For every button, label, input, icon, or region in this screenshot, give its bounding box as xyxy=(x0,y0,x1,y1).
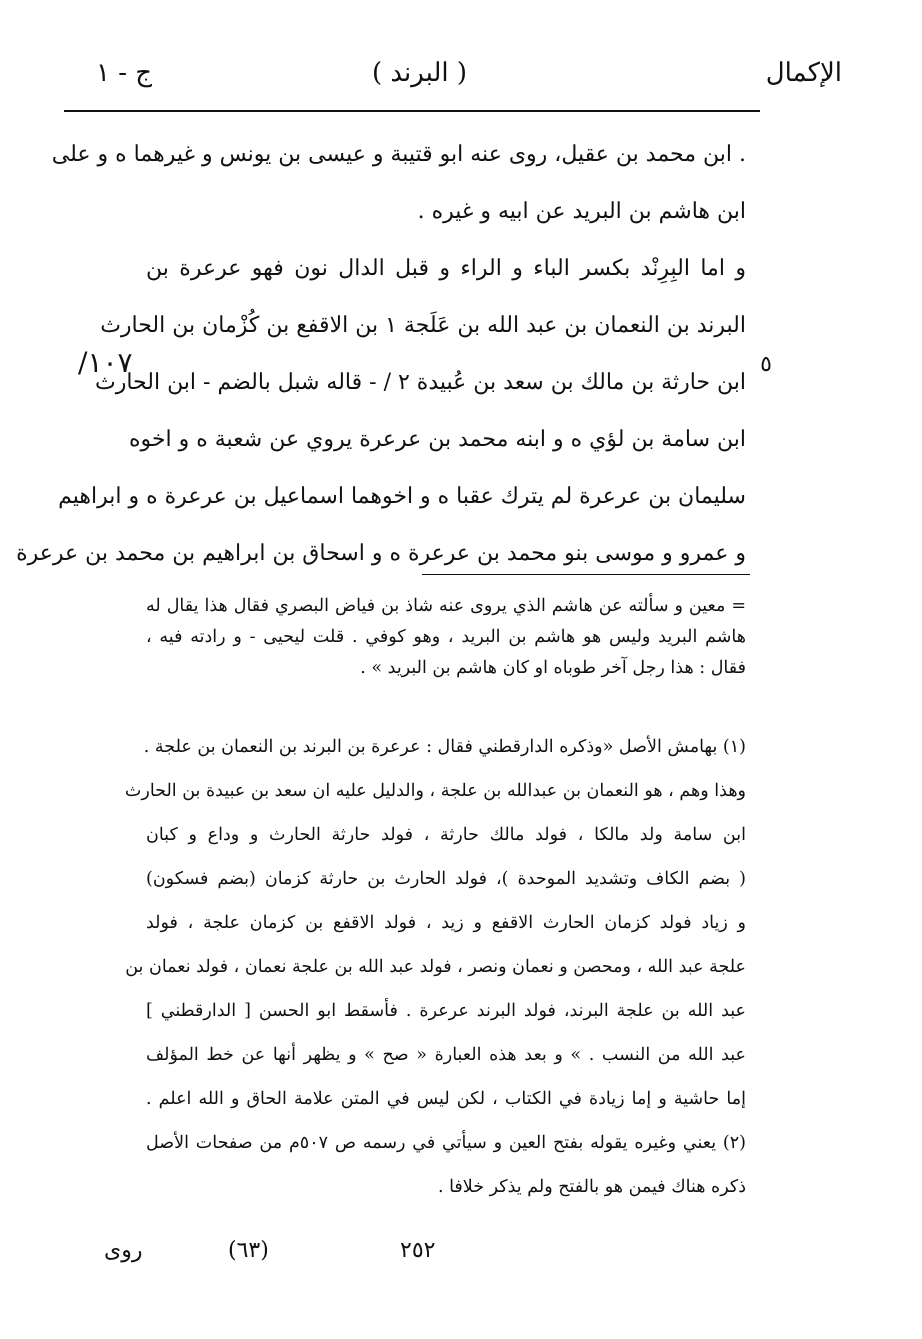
main-line: ابن هاشم بن البريد عن ابيه و غيره . xyxy=(417,199,746,224)
main-line: ابن حارثة بن مالك بن سعد بن عُبيدة ٢ / - قاله شبل بالضم - ابن الحارث xyxy=(95,370,746,395)
section-title: ( البرند ) xyxy=(372,58,468,88)
footnote-line: ( بضم الكاف وتشديد الموحدة )، فولد الحارث بن حارثة كزمان (بضم فسكون) xyxy=(146,869,746,889)
main-line: سليمان بن عرعرة لم يترك عقبا ه و اخوهما اسماعيل بن عرعرة ه و ابراهيم xyxy=(58,484,746,509)
footnotes xyxy=(124,725,746,1209)
line-number: ٥ xyxy=(760,352,772,377)
page-number: ٢٥٢ xyxy=(400,1238,436,1263)
volume-label: ج - ١ xyxy=(96,58,153,88)
footnote-line: و زياد فولد كزمان الحارث الاقفع و زيد ، فولد الاقفع بن كزمان علجة ، فولد xyxy=(146,913,746,933)
footnote-line: = معين و سألته عن هاشم الذي يروى عنه شاذ بن فياض البصري فقال هذا يقال له xyxy=(146,596,746,616)
main-line: و عمرو و موسى بنو محمد بن عرعرة ه و اسحاق بن ابراهيم بن محمد بن عرعرة xyxy=(16,541,746,566)
signature-number: (٦٣) xyxy=(228,1238,269,1263)
footnote-continuation xyxy=(146,591,746,684)
margin-page-number: /١٠٧ xyxy=(78,346,133,379)
footnote-line: علجة عبد الله ، ومحصن و نعمان ونصر ، فولد عبد الله بن علجة نعمان ، فولد نعمان بن xyxy=(125,957,746,977)
main-line: ابن سامة بن لؤي ه و ابنه محمد بن عرعرة يروي عن شعبة ه و اخوه xyxy=(129,427,746,452)
footnote-line: عبد الله من النسب . » و بعد هذه العبارة « صح » و يظهر أنها عن خط المؤلف xyxy=(146,1045,746,1065)
book-title: الإكمال xyxy=(765,58,842,88)
main-line: . ابن محمد بن عقيل، روى عنه ابو قتيبة و عيسى بن يونس و غيرهما ه و على xyxy=(51,142,746,167)
header-rule xyxy=(64,110,760,112)
main-line: و اما البِرِنْد بكسر الباء و الراء و قبل الدال نون فهو عرعرة بن xyxy=(146,256,746,281)
footnote-line: إما حاشية و إما زيادة في الكتاب ، لكن ليس في المتن علامة الحاق و الله اعلم . xyxy=(146,1089,746,1109)
footnote-rule xyxy=(422,574,750,575)
footnote-line: ابن سامة ولد مالكا ، فولد مالك حارثة ، فولد حارثة الحارث و وداع و كبان xyxy=(146,825,746,845)
catchword: روى xyxy=(104,1238,143,1263)
main-line: البرند بن النعمان بن عبد الله بن عَلَجة ١ بن الاقفع بن كُزْمان بن الحارث xyxy=(100,313,746,338)
footnote-line: هاشم البريد وليس هو هاشم بن البريد ، وهو كوفي . قلت ليحيى - و رادته فيه ، xyxy=(146,627,746,647)
footnote-line: وهذا وهم ، هو النعمان بن عبدالله بن علجة ، والدليل عليه ان سعد بن عبيدة بن الحارث xyxy=(124,781,746,801)
footnote-line: (١) بهامش الأصل «وذكره الدارقطني فقال : عرعرة بن البرند بن النعمان بن علجة . xyxy=(143,737,746,757)
footnote-line: ذكره هناك فيمن هو بالفتح ولم يذكر خلافا . xyxy=(437,1177,746,1197)
footnote-line: عبد الله بن علجة البرند، فولد البرند عرعرة . فأسقط ابو الحسن [ الدارقطني ] xyxy=(146,1001,746,1021)
footnote-line: فقال : هذا رجل آخر طوباه او كان هاشم بن البريد » . xyxy=(360,658,746,678)
footnote-line: (٢) يعني وغيره يقوله بفتح العين و سيأتي في رسمه ص ٥٠٧م من صفحات الأصل xyxy=(146,1133,746,1153)
